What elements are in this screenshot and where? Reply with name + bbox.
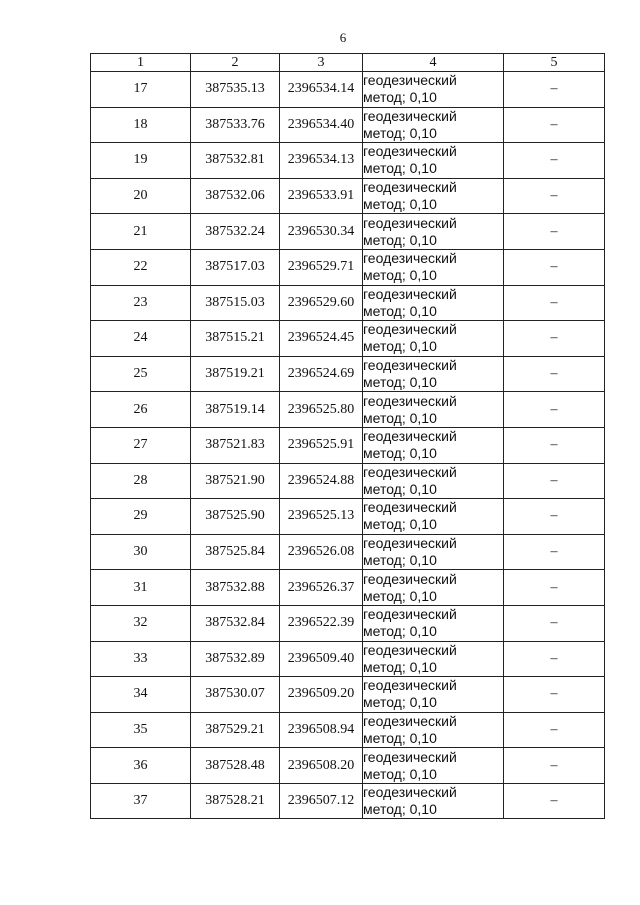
coordinate-x: 387517.03 <box>191 249 280 285</box>
coordinate-x: 387532.89 <box>191 641 280 677</box>
column-5-value: – <box>504 783 605 819</box>
coordinate-x: 387532.84 <box>191 605 280 641</box>
table-row <box>91 605 605 641</box>
method-name: геодезический <box>363 784 457 801</box>
point-number: 28 <box>91 463 191 499</box>
coordinate-y: 2396524.69 <box>280 356 363 392</box>
method-accuracy: метод; 0,10 <box>363 89 437 106</box>
column-5-value: – <box>504 249 605 285</box>
coordinate-x: 387528.21 <box>191 783 280 819</box>
column-5-value: – <box>504 427 605 463</box>
table-row <box>91 677 605 713</box>
method-name: геодезический <box>363 392 457 409</box>
coordinate-y: 2396522.39 <box>280 605 363 641</box>
column-5-value: – <box>504 570 605 606</box>
method-cell <box>363 392 504 428</box>
table-row <box>91 107 605 143</box>
method-accuracy: метод; 0,10 <box>363 338 437 355</box>
point-number: 30 <box>91 534 191 570</box>
method-accuracy: метод; 0,10 <box>363 516 437 533</box>
method-cell <box>363 107 504 143</box>
table-row <box>91 285 605 321</box>
coordinate-y: 2396529.60 <box>280 285 363 321</box>
method-accuracy: метод; 0,10 <box>363 445 437 462</box>
coordinate-x: 387533.76 <box>191 107 280 143</box>
coordinate-x: 387535.13 <box>191 72 280 108</box>
coordinate-x: 387521.83 <box>191 427 280 463</box>
method-name: геодезический <box>363 357 457 374</box>
method-cell <box>363 356 504 392</box>
coordinate-x: 387525.90 <box>191 499 280 535</box>
table-row <box>91 570 605 606</box>
method-cell <box>363 143 504 179</box>
method-name: геодезический <box>363 72 457 89</box>
column-header: 5 <box>504 54 605 72</box>
method-name: геодезический <box>363 641 457 658</box>
table-row <box>91 249 605 285</box>
table-row <box>91 427 605 463</box>
method-cell <box>363 499 504 535</box>
method-cell <box>363 641 504 677</box>
table-header-row <box>91 54 605 72</box>
method-cell <box>363 534 504 570</box>
column-5-value: – <box>504 677 605 713</box>
point-number: 25 <box>91 356 191 392</box>
column-5-value: – <box>504 143 605 179</box>
point-number: 20 <box>91 178 191 214</box>
coordinate-x: 387515.21 <box>191 321 280 357</box>
method-name: геодезический <box>363 428 457 445</box>
table-row <box>91 356 605 392</box>
method-cell <box>363 427 504 463</box>
point-number: 33 <box>91 641 191 677</box>
method-cell <box>363 285 504 321</box>
method-name: геодезический <box>363 107 457 124</box>
point-number: 35 <box>91 712 191 748</box>
column-5-value: – <box>504 321 605 357</box>
coordinate-x: 387528.48 <box>191 748 280 784</box>
column-5-value: – <box>504 712 605 748</box>
coordinate-x: 387532.81 <box>191 143 280 179</box>
column-5-value: – <box>504 107 605 143</box>
coordinate-x: 387521.90 <box>191 463 280 499</box>
coordinates-table <box>90 53 605 819</box>
coordinate-x: 387529.21 <box>191 712 280 748</box>
method-name: геодезический <box>363 463 457 480</box>
point-number: 23 <box>91 285 191 321</box>
column-5-value: – <box>504 72 605 108</box>
point-number: 21 <box>91 214 191 250</box>
method-accuracy: метод; 0,10 <box>363 765 437 782</box>
coordinate-y: 2396524.88 <box>280 463 363 499</box>
column-5-value: – <box>504 178 605 214</box>
method-accuracy: метод; 0,10 <box>363 801 437 818</box>
coordinate-y: 2396534.13 <box>280 143 363 179</box>
method-cell <box>363 321 504 357</box>
method-cell <box>363 463 504 499</box>
table-row <box>91 178 605 214</box>
method-name: геодезический <box>363 570 457 587</box>
method-name: геодезический <box>363 143 457 160</box>
method-cell <box>363 783 504 819</box>
point-number: 27 <box>91 427 191 463</box>
coordinate-x: 387532.88 <box>191 570 280 606</box>
column-5-value: – <box>504 356 605 392</box>
method-name: геодезический <box>363 285 457 302</box>
method-accuracy: метод; 0,10 <box>363 196 437 213</box>
method-cell <box>363 677 504 713</box>
coordinate-y: 2396530.34 <box>280 214 363 250</box>
table-row <box>91 321 605 357</box>
coordinate-y: 2396508.20 <box>280 748 363 784</box>
method-accuracy: метод; 0,10 <box>363 409 437 426</box>
point-number: 29 <box>91 499 191 535</box>
method-cell <box>363 178 504 214</box>
method-cell <box>363 72 504 108</box>
point-number: 17 <box>91 72 191 108</box>
column-header: 3 <box>280 54 363 72</box>
coordinate-y: 2396534.40 <box>280 107 363 143</box>
method-accuracy: метод; 0,10 <box>363 374 437 391</box>
point-number: 32 <box>91 605 191 641</box>
method-accuracy: метод; 0,10 <box>363 267 437 284</box>
coordinate-x: 387532.24 <box>191 214 280 250</box>
coordinate-y: 2396525.13 <box>280 499 363 535</box>
table-row <box>91 748 605 784</box>
column-header: 1 <box>91 54 191 72</box>
coordinate-x: 387519.21 <box>191 356 280 392</box>
coordinate-x: 387515.03 <box>191 285 280 321</box>
method-name: геодезический <box>363 321 457 338</box>
coordinate-y: 2396524.45 <box>280 321 363 357</box>
point-number: 36 <box>91 748 191 784</box>
coordinate-y: 2396525.80 <box>280 392 363 428</box>
method-name: геодезический <box>363 748 457 765</box>
method-accuracy: метод; 0,10 <box>363 480 437 497</box>
coordinate-x: 387532.06 <box>191 178 280 214</box>
coordinate-y: 2396533.91 <box>280 178 363 214</box>
column-header: 4 <box>363 54 504 72</box>
coordinate-y: 2396509.40 <box>280 641 363 677</box>
table-row <box>91 641 605 677</box>
point-number: 18 <box>91 107 191 143</box>
table-row <box>91 143 605 179</box>
point-number: 26 <box>91 392 191 428</box>
method-cell <box>363 712 504 748</box>
column-5-value: – <box>504 499 605 535</box>
method-name: геодезический <box>363 606 457 623</box>
coordinate-x: 387530.07 <box>191 677 280 713</box>
method-cell <box>363 249 504 285</box>
method-name: геодезический <box>363 535 457 552</box>
method-cell <box>363 214 504 250</box>
coordinate-y: 2396508.94 <box>280 712 363 748</box>
column-5-value: – <box>504 285 605 321</box>
column-5-value: – <box>504 605 605 641</box>
method-name: геодезический <box>363 499 457 516</box>
point-number: 22 <box>91 249 191 285</box>
column-5-value: – <box>504 748 605 784</box>
table-row <box>91 534 605 570</box>
method-accuracy: метод; 0,10 <box>363 124 437 141</box>
column-5-value: – <box>504 641 605 677</box>
method-accuracy: метод; 0,10 <box>363 552 437 569</box>
table-row <box>91 712 605 748</box>
coordinate-y: 2396529.71 <box>280 249 363 285</box>
method-name: геодезический <box>363 712 457 729</box>
table-row <box>91 463 605 499</box>
table-row <box>91 72 605 108</box>
method-name: геодезический <box>363 179 457 196</box>
point-number: 37 <box>91 783 191 819</box>
coordinate-y: 2396526.37 <box>280 570 363 606</box>
point-number: 19 <box>91 143 191 179</box>
table-row <box>91 499 605 535</box>
column-5-value: – <box>504 214 605 250</box>
method-accuracy: метод; 0,10 <box>363 587 437 604</box>
method-cell <box>363 748 504 784</box>
coordinate-x: 387525.84 <box>191 534 280 570</box>
table-row <box>91 783 605 819</box>
method-accuracy: метод; 0,10 <box>363 302 437 319</box>
method-accuracy: метод; 0,10 <box>363 160 437 177</box>
method-name: геодезический <box>363 214 457 231</box>
method-accuracy: метод; 0,10 <box>363 658 437 675</box>
method-accuracy: метод; 0,10 <box>363 231 437 248</box>
table-row <box>91 392 605 428</box>
method-accuracy: метод; 0,10 <box>363 694 437 711</box>
column-header: 2 <box>191 54 280 72</box>
page-number: 6 <box>339 30 347 45</box>
method-cell <box>363 570 504 606</box>
method-name: геодезический <box>363 250 457 267</box>
method-accuracy: метод; 0,10 <box>363 623 437 640</box>
coordinate-x: 387519.14 <box>191 392 280 428</box>
column-5-value: – <box>504 534 605 570</box>
method-accuracy: метод; 0,10 <box>363 729 437 746</box>
coordinate-y: 2396526.08 <box>280 534 363 570</box>
column-5-value: – <box>504 463 605 499</box>
point-number: 31 <box>91 570 191 606</box>
table-row <box>91 214 605 250</box>
table-body <box>91 72 605 819</box>
coordinate-y: 2396509.20 <box>280 677 363 713</box>
method-cell <box>363 605 504 641</box>
point-number: 24 <box>91 321 191 357</box>
coordinate-y: 2396507.12 <box>280 783 363 819</box>
coordinate-y: 2396525.91 <box>280 427 363 463</box>
column-5-value: – <box>504 392 605 428</box>
coordinate-y: 2396534.14 <box>280 72 363 108</box>
method-name: геодезический <box>363 677 457 694</box>
point-number: 34 <box>91 677 191 713</box>
